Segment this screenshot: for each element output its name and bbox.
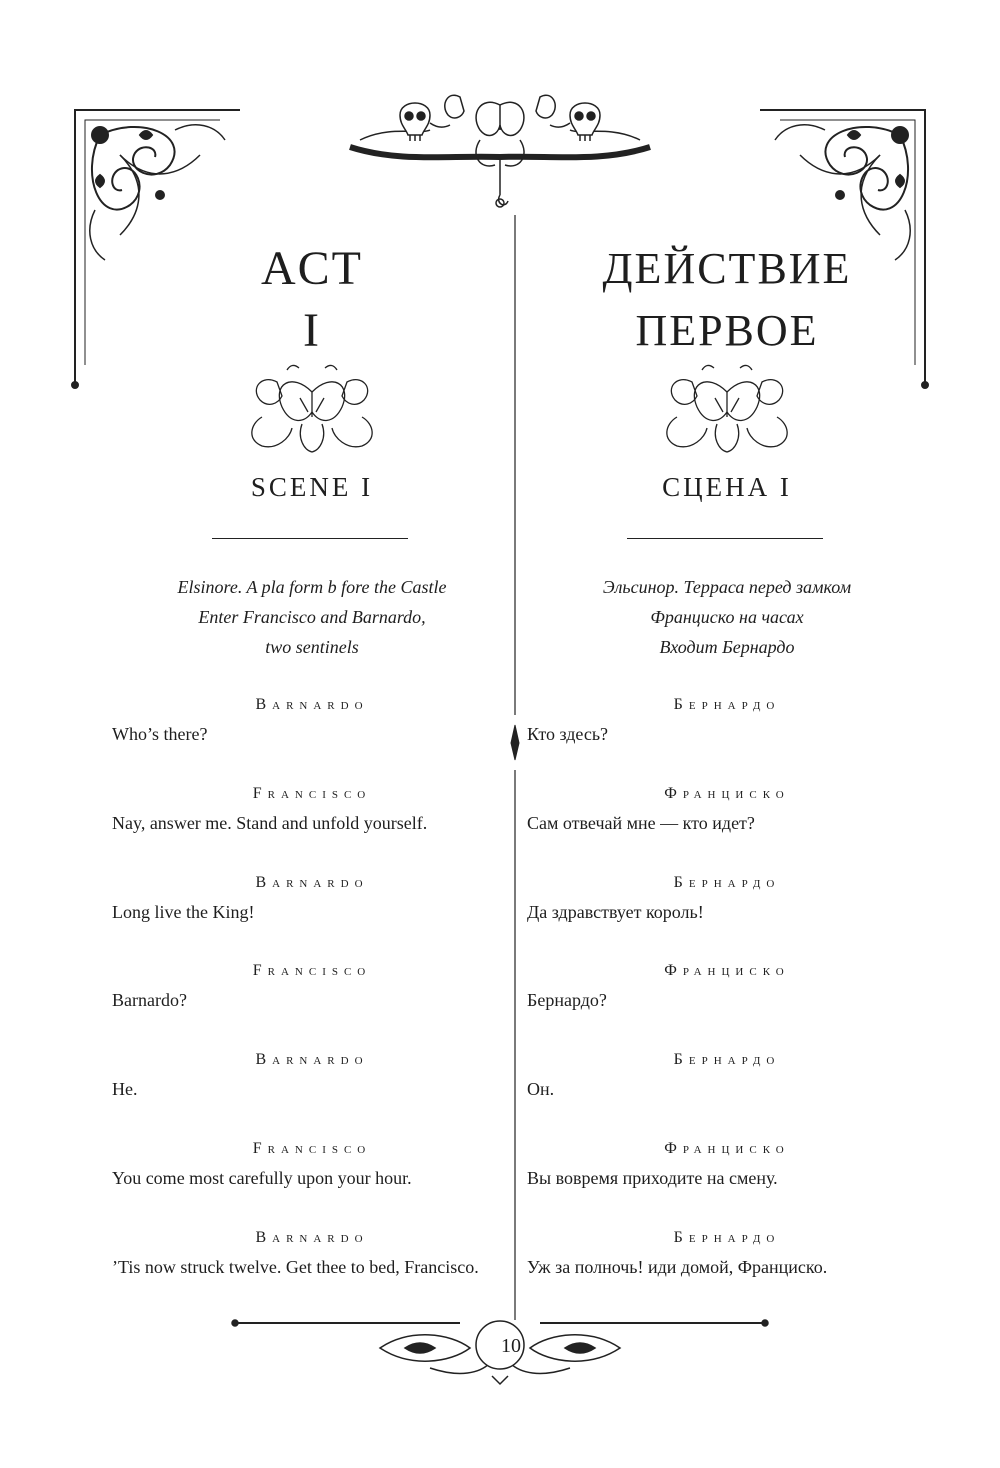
- scene-rule: [627, 538, 823, 539]
- scene-rule: [212, 538, 408, 539]
- dialogue-line: Barnardo?: [112, 990, 187, 1010]
- speaker-name: Бернардо: [673, 874, 781, 891]
- dialogue-line: Вы вовремя приходите на смену.: [527, 1168, 778, 1188]
- stage-direction-line: two sentinels: [265, 637, 359, 657]
- dialogue-line: ’Tis now struck twelve. Get thee to bed, Francisco.: [112, 1257, 479, 1277]
- speech-block: [112, 1135, 512, 1193]
- dialogue-line: He.: [112, 1079, 138, 1099]
- stage-direction-line: Elsinore. A pla form b fore the Castle: [177, 577, 447, 597]
- act-title-line2: ПЕРВОЕ: [635, 306, 819, 355]
- speech-block: [527, 869, 927, 927]
- act-title-line2: I: [303, 304, 321, 357]
- speaker-name: Бернардо: [673, 1051, 781, 1068]
- speaker-name: Francisco: [252, 962, 372, 979]
- dialogue-line: Сам отвечай мне — кто идет?: [527, 813, 755, 833]
- dialogue-line: Кто здесь?: [527, 724, 609, 744]
- speech-block: [112, 869, 512, 927]
- speech-block: [112, 957, 512, 1015]
- speaker-name: Barnardo: [255, 1229, 369, 1246]
- speaker-name: Бернардо: [673, 696, 781, 713]
- dialogue-line: Да здравствует король!: [527, 902, 704, 922]
- skull-lily-ornament-icon: [330, 85, 670, 235]
- act-title-line1: ДЕЙСТВИЕ: [602, 244, 852, 293]
- speech-block: [527, 1046, 927, 1104]
- speech-block: [112, 1046, 512, 1104]
- speaker-name: Barnardo: [255, 696, 369, 713]
- lily-icon: [242, 362, 382, 459]
- speech-block: [527, 780, 927, 838]
- dialogue-line: Он.: [527, 1079, 555, 1099]
- scene-heading: СЦЕНА I: [662, 472, 792, 502]
- stage-direction-line: Эльсинор. Терраса перед замком: [602, 577, 852, 597]
- page-number: 10: [501, 1335, 521, 1357]
- speech-block: [527, 957, 927, 1015]
- speaker-name: Barnardo: [255, 1051, 369, 1068]
- act-title: [527, 238, 927, 362]
- dialogue-line: Who’s there?: [112, 724, 208, 744]
- speech-block: [112, 780, 512, 838]
- stage-direction: [527, 572, 927, 662]
- dialogue-line: You come most carefully upon your hour.: [112, 1168, 412, 1188]
- speaker-name: Франциско: [664, 785, 790, 802]
- act-title: [112, 238, 512, 362]
- stage-direction-line: Enter Francisco and Barnardo,: [198, 607, 426, 627]
- speech-block: [527, 1135, 927, 1193]
- speech-block: [527, 691, 927, 749]
- speech-block: [112, 691, 512, 749]
- stage-direction-line: Входит Бернардо: [659, 637, 795, 657]
- scene-heading: SCENE I: [250, 472, 374, 502]
- act-title-line1: ACT: [261, 242, 363, 295]
- speaker-name: Francisco: [252, 1140, 372, 1157]
- dialogue-line: Long live the King!: [112, 902, 255, 922]
- dialogue-line: Бернардо?: [527, 990, 607, 1010]
- speech-block: [112, 1224, 512, 1282]
- speaker-name: Бернардо: [673, 1229, 781, 1246]
- stage-direction-line: Франциско на часах: [650, 607, 804, 627]
- speech-block: [527, 1224, 927, 1282]
- lily-icon: [657, 362, 797, 459]
- speaker-name: Francisco: [252, 785, 372, 802]
- stage-direction: [112, 572, 512, 662]
- speaker-name: Barnardo: [255, 874, 369, 891]
- dialogue-line: Уж за полночь! иди домой, Франциско.: [527, 1257, 828, 1277]
- speaker-name: Франциско: [664, 1140, 790, 1157]
- speaker-name: Франциско: [664, 962, 790, 979]
- dialogue-line: Nay, answer me. Stand and unfold yourself.: [112, 813, 428, 833]
